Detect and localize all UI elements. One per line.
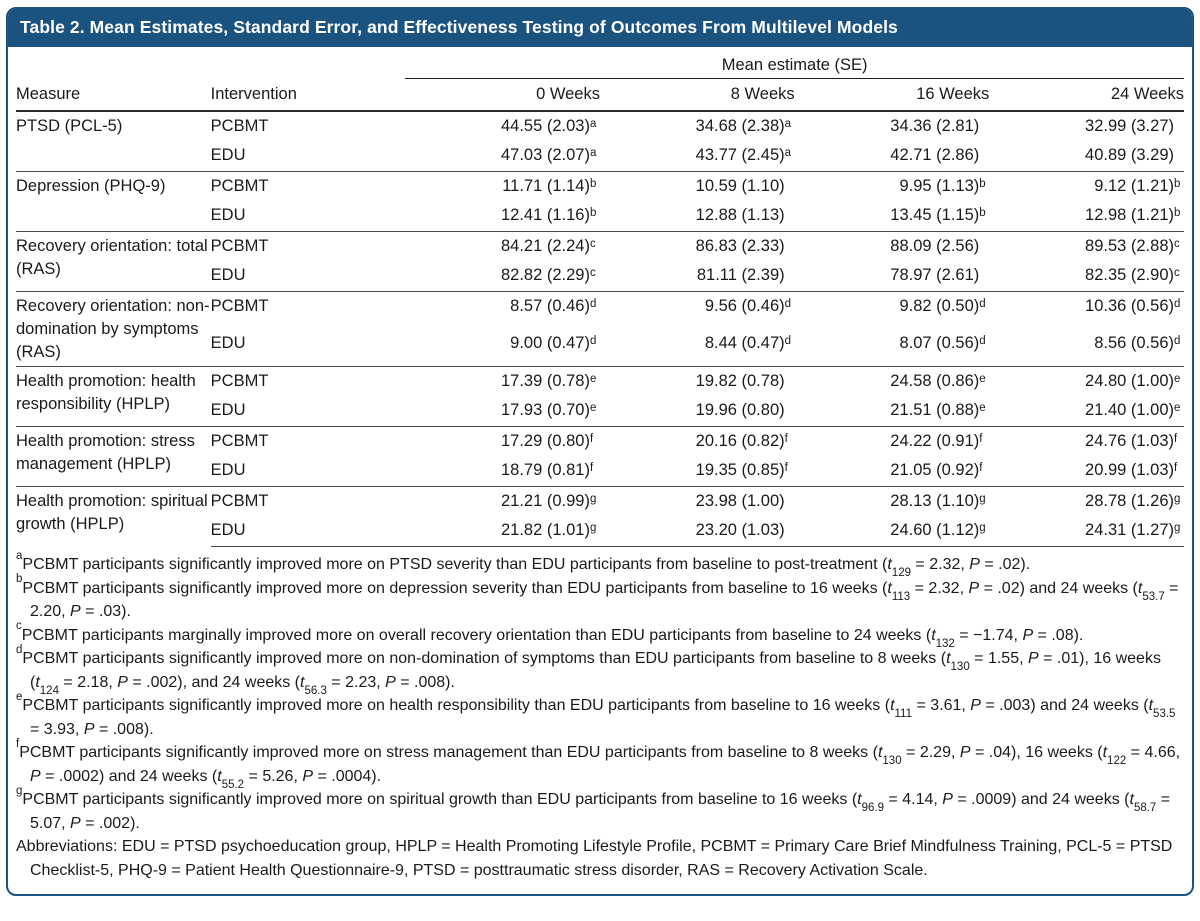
results-table xyxy=(16,47,1184,547)
value-cell: 28.13 (1.10)g xyxy=(795,487,990,518)
intervention-cell: PCBMT xyxy=(211,232,406,263)
measure-cell: PTSD (PCL-5) xyxy=(16,117,123,135)
value-cell: 24.58 (0.86)e xyxy=(795,367,990,398)
measure-cell: Health promotion: spiritual growth (HPLP) xyxy=(16,487,211,547)
value-cell: 10.59 (1.10) xyxy=(600,172,795,203)
intervention-cell: EDU xyxy=(210,333,246,352)
value-cell: 21.40 (1.00)e xyxy=(1085,401,1181,419)
measure-cell: Depression (PHQ-9) xyxy=(16,172,211,232)
spanner-row xyxy=(16,47,1184,79)
value-cell: 42.71 (2.86) xyxy=(890,146,980,164)
value-cell: 24.22 (0.91)f xyxy=(795,427,990,458)
intervention-cell: EDU xyxy=(210,206,246,224)
intervention-cell: PCBMT xyxy=(211,487,406,518)
value-cell: 88.09 (2.56) xyxy=(795,232,990,263)
value-cell: 18.79 (0.81)f xyxy=(500,461,594,479)
value-cell: 44.55 (2.03)a xyxy=(500,117,597,135)
measure-cell: Health promotion: stress management (HPLP) xyxy=(16,427,211,487)
value-cell: 17.39 (0.78)e xyxy=(405,367,600,398)
value-cell: 10.36 (0.56)d xyxy=(989,292,1184,330)
value-cell: 40.89 (3.29) xyxy=(1085,146,1174,164)
value-cell: 13.45 (1.15)b xyxy=(890,206,986,224)
table-row xyxy=(16,367,1184,398)
col-header-16-weeks: 16 Weeks xyxy=(795,79,990,112)
value-cell: 43.77 (2.45)a xyxy=(695,146,792,164)
table-row xyxy=(16,487,1184,518)
col-header-0-weeks: 0 Weeks xyxy=(405,79,600,112)
intervention-cell: PCBMT xyxy=(211,427,406,458)
value-cell: 20.99 (1.03)f xyxy=(1085,461,1178,479)
value-cell: 19.96 (0.80) xyxy=(695,401,785,419)
value-cell: 9.56 (0.46)d xyxy=(600,292,795,330)
value-cell: 24.80 (1.00)e xyxy=(989,367,1184,398)
value-cell: 89.53 (2.88)c xyxy=(989,232,1184,263)
col-header-24-weeks: 24 Weeks xyxy=(989,79,1184,112)
value-cell: 81.11 (2.39) xyxy=(696,266,785,284)
value-cell: 20.16 (0.82)f xyxy=(600,427,795,458)
table-head xyxy=(16,47,1184,111)
value-cell: 12.41 (1.16)b xyxy=(500,206,597,224)
value-cell: 21.51 (0.88)e xyxy=(890,401,986,419)
table-title: Table 2. Mean Estimates, Standard Error, and Effectiveness Testing of Outcomes From Multilevel Models xyxy=(8,9,1192,47)
intervention-cell: EDU xyxy=(211,517,406,547)
intervention-cell: PCBMT xyxy=(210,117,269,135)
col-header-8-weeks: 8 Weeks xyxy=(600,79,795,112)
value-cell: 9.82 (0.50)d xyxy=(795,292,990,330)
value-cell: 19.82 (0.78) xyxy=(600,367,795,398)
value-cell: 24.76 (1.03)f xyxy=(989,427,1184,458)
table-card xyxy=(6,7,1194,896)
measure-cell: Recovery orientation: non-domination by symptoms (RAS) xyxy=(16,292,211,367)
table-row xyxy=(16,111,1184,142)
value-cell: 32.99 (3.27) xyxy=(1085,117,1174,135)
intervention-cell: PCBMT xyxy=(211,292,406,330)
footnote-d: $^d$PCBMT participants significantly improved more on non-domination of symptoms than EDU participants from baseline to 8 weeks ($t_{130} = 1.55$, P = .01), 16 weeks ($t_{124} = 2.18$, P = .002), and 24 weeks ($t_{56.3} = 2.23$, P = .008). xyxy=(16,643,1161,697)
value-cell: 84.21 (2.24)c xyxy=(405,232,600,263)
value-cell: 8.07 (0.56)d xyxy=(899,333,986,352)
value-cell: 12.98 (1.21)b xyxy=(1085,206,1181,224)
value-cell: 24.31 (1.27)g xyxy=(989,517,1184,547)
footnote-e: $^e$PCBMT participants significantly improved more on health responsibility than EDU participants from baseline to 16 weeks ($t_{111} = 3.61$, P = .003) and 24 weeks ($t_{53.5} = 3.93$, P = .008). xyxy=(16,690,1176,738)
value-cell: 8.56 (0.56)d xyxy=(1094,333,1181,352)
value-cell: 78.97 (2.61) xyxy=(890,266,980,284)
value-cell: 8.44 (0.47)d xyxy=(704,333,792,352)
value-cell: 19.35 (0.85)f xyxy=(695,461,788,479)
intervention-cell: EDU xyxy=(210,146,246,164)
intervention-cell: EDU xyxy=(210,461,246,479)
footnotes xyxy=(16,547,1184,894)
footnote-c: $^c$PCBMT participants marginally improved more on overall recovery orientation than EDU participants from baseline to 24 weeks ($t_{132} = -1.74$, P = .08). xyxy=(16,620,1084,650)
table-row xyxy=(16,232,1184,263)
abbreviations-note: Abbreviations: EDU = PTSD psychoeducation group, HPLP = Health Promoting Lifestyle Profile, PCBMT = Primary Care Brief Mindfulness Training, PCL-5 = PTSD Checklist-5, PHQ-9 = Patient Health Questionnaire-9, PTSD = posttraumatic stress disorder, RAS = Recovery Activation Scale. xyxy=(16,838,1173,879)
footnote-b: $^b$PCBMT participants significantly improved more on depression severity than EDU participants from baseline to 16 weeks ($t_{113} = 2.32$, P = .02) and 24 weeks ($t_{53.7} = 2.20$, P = .03). xyxy=(16,573,1179,620)
value-cell: 86.83 (2.33) xyxy=(600,232,795,263)
table-row xyxy=(16,292,1184,330)
value-cell: 34.36 (2.81) xyxy=(890,117,980,135)
measure-cell: Recovery orientation: total (RAS) xyxy=(16,232,211,292)
mean-estimate-header: Mean estimate (SE) xyxy=(405,47,1184,79)
value-cell: 21.82 (1.01)g xyxy=(405,517,600,547)
value-cell: 21.21 (0.99)g xyxy=(405,487,600,518)
intervention-cell: PCBMT xyxy=(211,367,406,398)
value-cell: 23.20 (1.03) xyxy=(600,517,795,547)
value-cell: 8.57 (0.46)d xyxy=(405,292,600,330)
table-row xyxy=(16,427,1184,458)
value-cell: 11.71 (1.14)b xyxy=(405,172,600,203)
value-cell: 47.03 (2.07)a xyxy=(500,146,597,164)
spanner-spacer xyxy=(16,47,405,79)
value-cell: 82.82 (2.29)c xyxy=(500,266,596,284)
value-cell: 82.35 (2.90)c xyxy=(1085,266,1180,284)
value-cell: 24.60 (1.12)g xyxy=(795,517,990,547)
col-header-intervention: Intervention xyxy=(211,79,406,112)
value-cell: 17.93 (0.70)e xyxy=(500,401,597,419)
value-cell: 28.78 (1.26)g xyxy=(989,487,1184,518)
table-row xyxy=(16,172,1184,203)
measure-cell: Health promotion: health responsibility (HPLP) xyxy=(16,367,211,427)
table-body xyxy=(16,111,1184,547)
table-content xyxy=(8,47,1192,894)
intervention-cell: EDU xyxy=(210,266,246,284)
footnote-a: $^a$PCBMT participants significantly improved more on PTSD severity than EDU participants from baseline to post-treatment ($t_{129} = 2.32$, P = .02). xyxy=(16,549,1031,580)
value-cell: 9.00 (0.47)d xyxy=(510,333,597,352)
value-cell: 9.12 (1.21)b xyxy=(989,172,1184,203)
col-header-measure: Measure xyxy=(16,79,211,112)
value-cell: 9.95 (1.13)b xyxy=(795,172,990,203)
value-cell: 23.98 (1.00) xyxy=(600,487,795,518)
value-cell: 34.68 (2.38)a xyxy=(695,117,792,135)
intervention-cell: EDU xyxy=(210,401,246,419)
column-header-row xyxy=(16,79,1184,112)
value-cell: 21.05 (0.92)f xyxy=(890,461,983,479)
footnote-g: $^g$PCBMT participants significantly improved more on spiritual growth than EDU participants from baseline to 16 weeks ($t_{96.9} = 4.14$, P = .0009) and 24 weeks ($t_{58.7} = 5.07$, P = .002). xyxy=(16,784,1171,832)
value-cell: 12.88 (1.13) xyxy=(695,206,785,224)
footnote-f: $^f$PCBMT participants significantly improved more on stress management than EDU participants from baseline to 8 weeks ($t_{130} = 2.29$, P = .04), 16 weeks ($t_{122} = 4.66$, P = .0002) and 24 weeks ($t_{55.2} = 5.26$, P = .0004). xyxy=(16,737,1181,791)
value-cell: 17.29 (0.80)f xyxy=(405,427,600,458)
intervention-cell: PCBMT xyxy=(211,172,406,203)
